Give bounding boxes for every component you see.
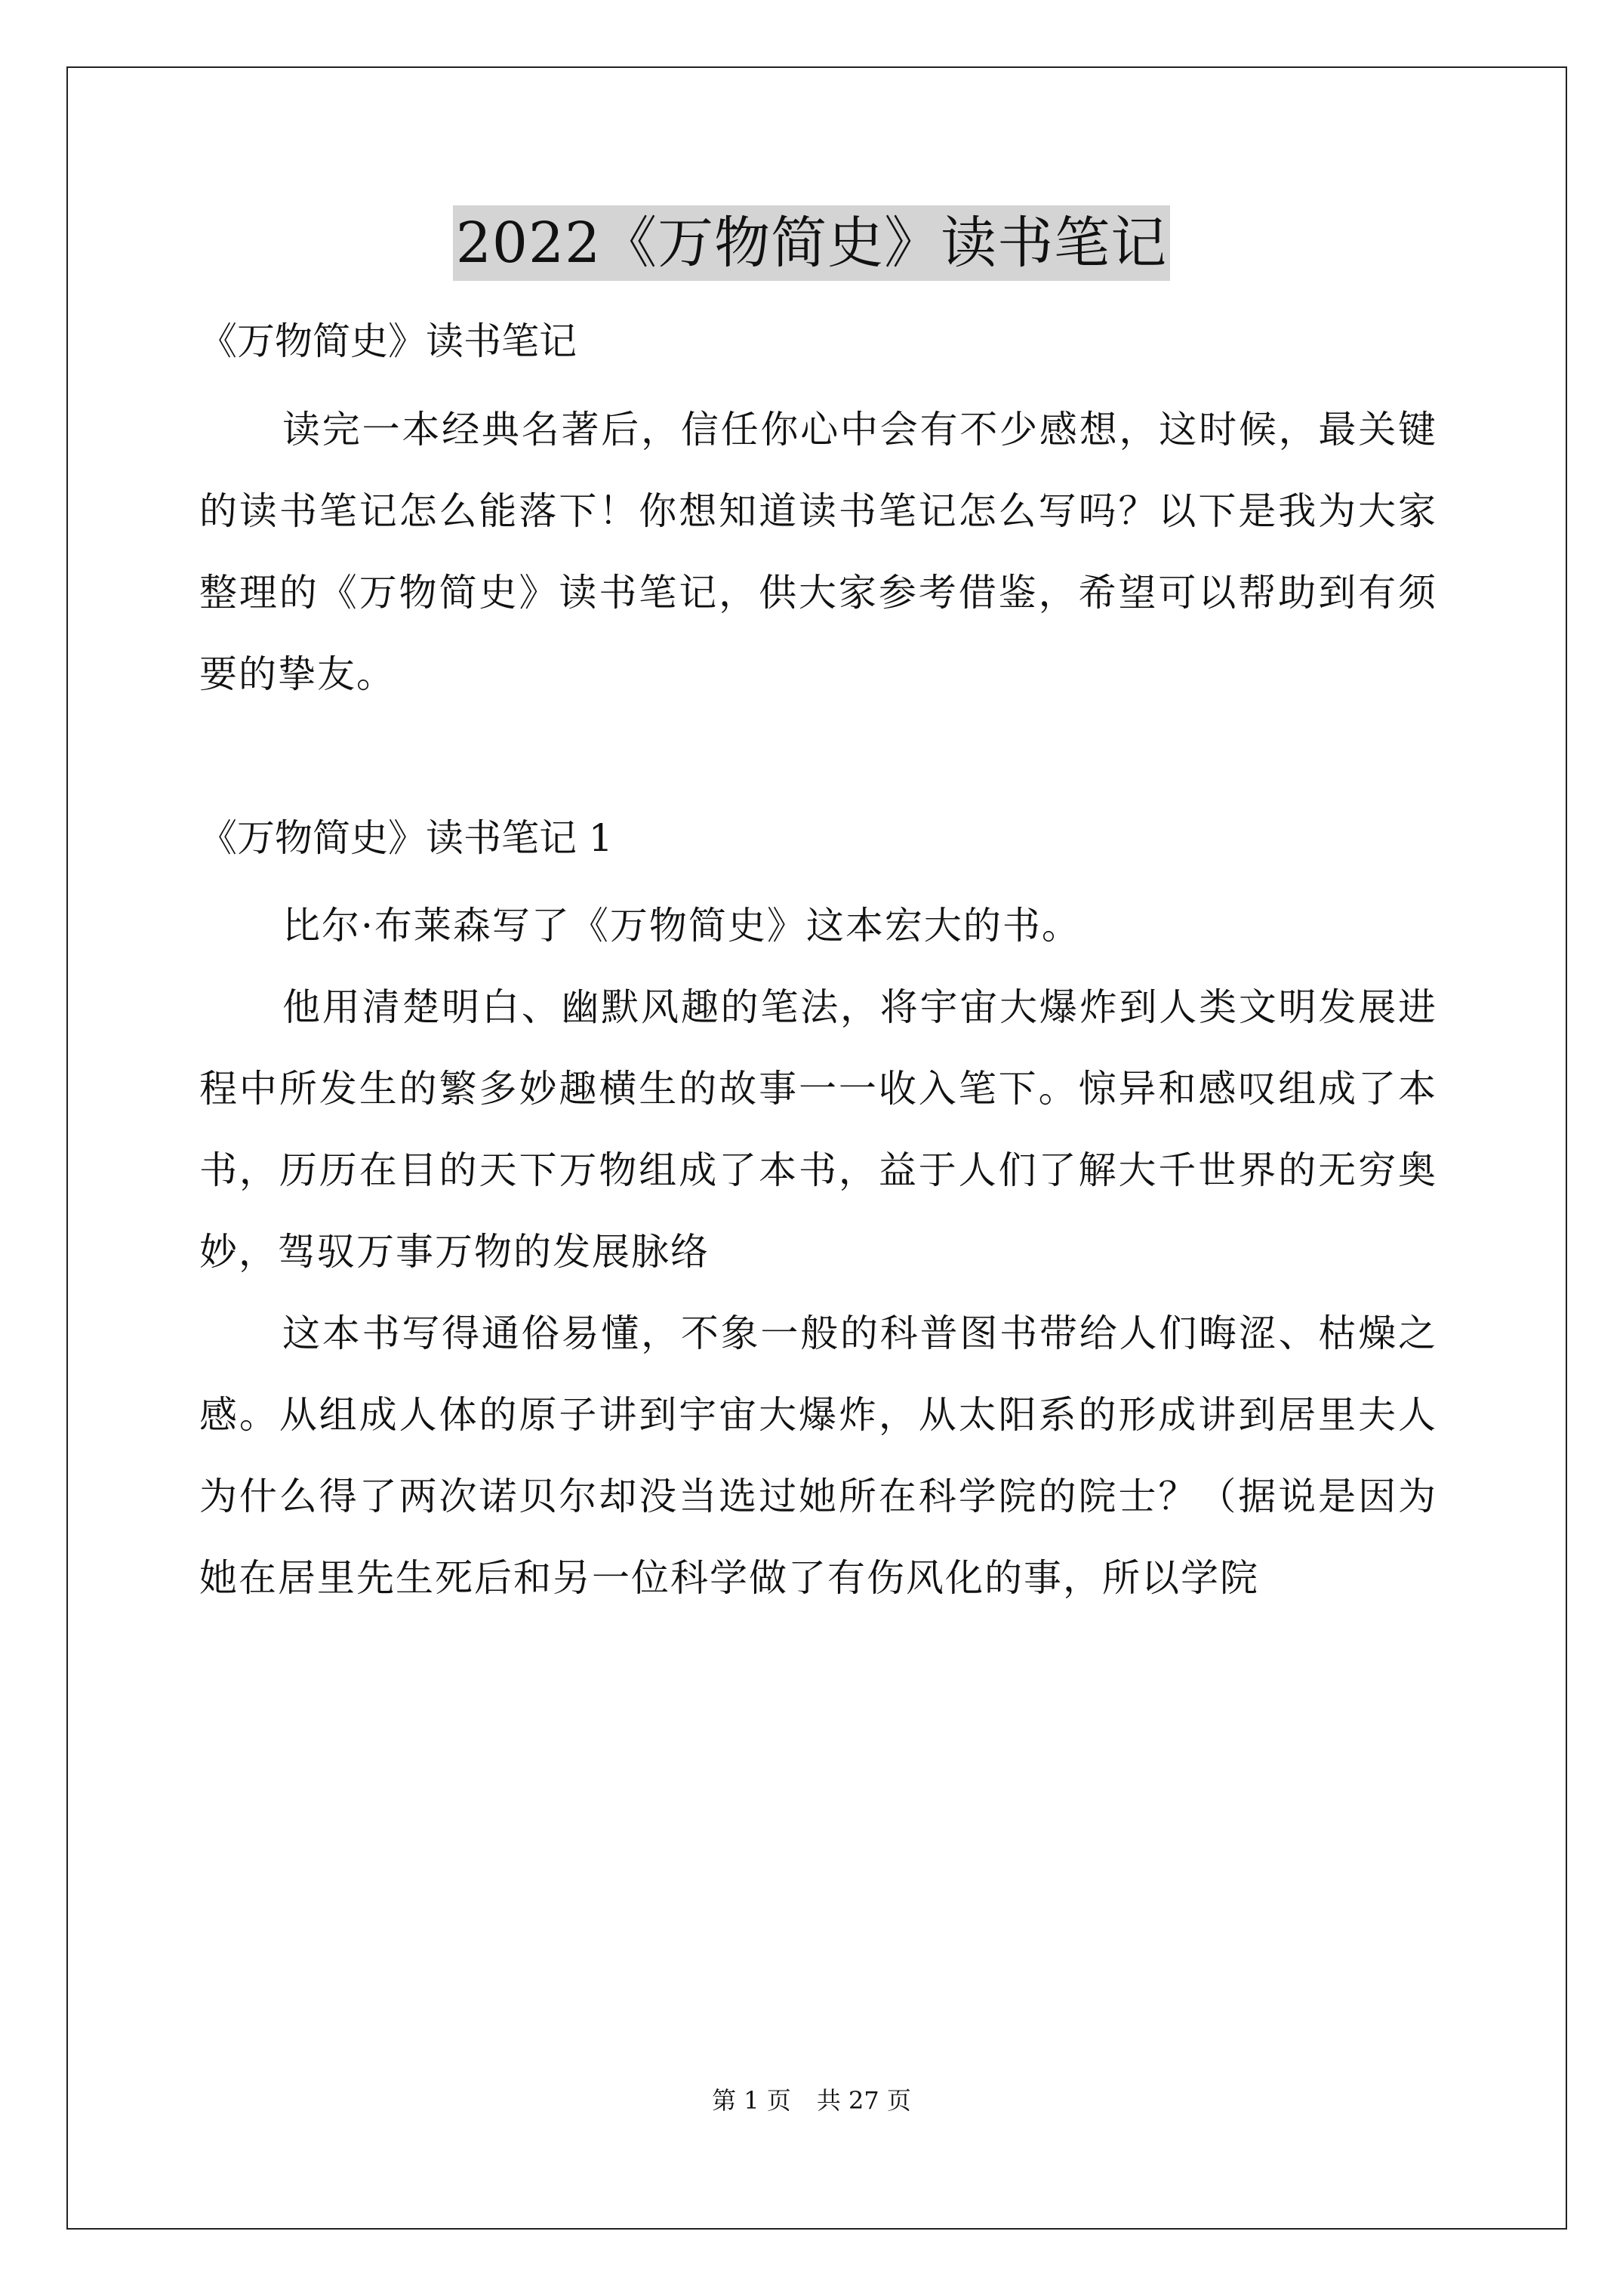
intro-paragraph: 读完一本经典名著后，信任你心中会有不少感想，这时候，最关键的读书笔记怎么能落下！你想知道读书笔记怎么写吗？以下是我为大家整理的《万物简史》读书笔记，供大家参考借鉴，希望可以帮助到有须要的挚友。 <box>199 408 1437 696</box>
page-footer <box>0 2085 1623 2116</box>
document-title-text: 2022《万物简史》读书笔记 <box>453 205 1170 281</box>
body-paragraph-2: 他用清楚明白、幽默风趣的笔法，将宇宙大爆炸到人类文明发展进程中所发生的繁多妙趣横生的故事一一收入笔下。惊异和感叹组成了本书，历历在目的天下万物组成了本书，益于人们了解大千世界的无穷奥妙，驾驭万事万物的发展脉络 <box>199 985 1437 1274</box>
body-paragraph-3: 这本书写得通俗易懂，不象一般的科普图书带给人们晦涩、枯燥之感。从组成人体的原子讲到宇宙大爆炸，从太阳系的形成讲到居里夫人为什么得了两次诺贝尔却没当选过她所在科学院的院士？（据说是因为她在居里先生死后和另一位科学做了有伤风化的事，所以学院 <box>199 1311 1437 1600</box>
page-total: 共 27 页 <box>816 2086 911 2115</box>
document-body <box>199 304 1437 1619</box>
intro-heading: 《万物简史》读书笔记 <box>199 319 577 363</box>
page-number: 第 1 页 <box>712 2086 791 2115</box>
body-paragraph-1: 比尔·布莱森写了《万物简史》这本宏大的书。 <box>282 904 1081 948</box>
section-heading: 《万物简史》读书笔记 1 <box>199 816 613 860</box>
document-title <box>0 205 1623 281</box>
